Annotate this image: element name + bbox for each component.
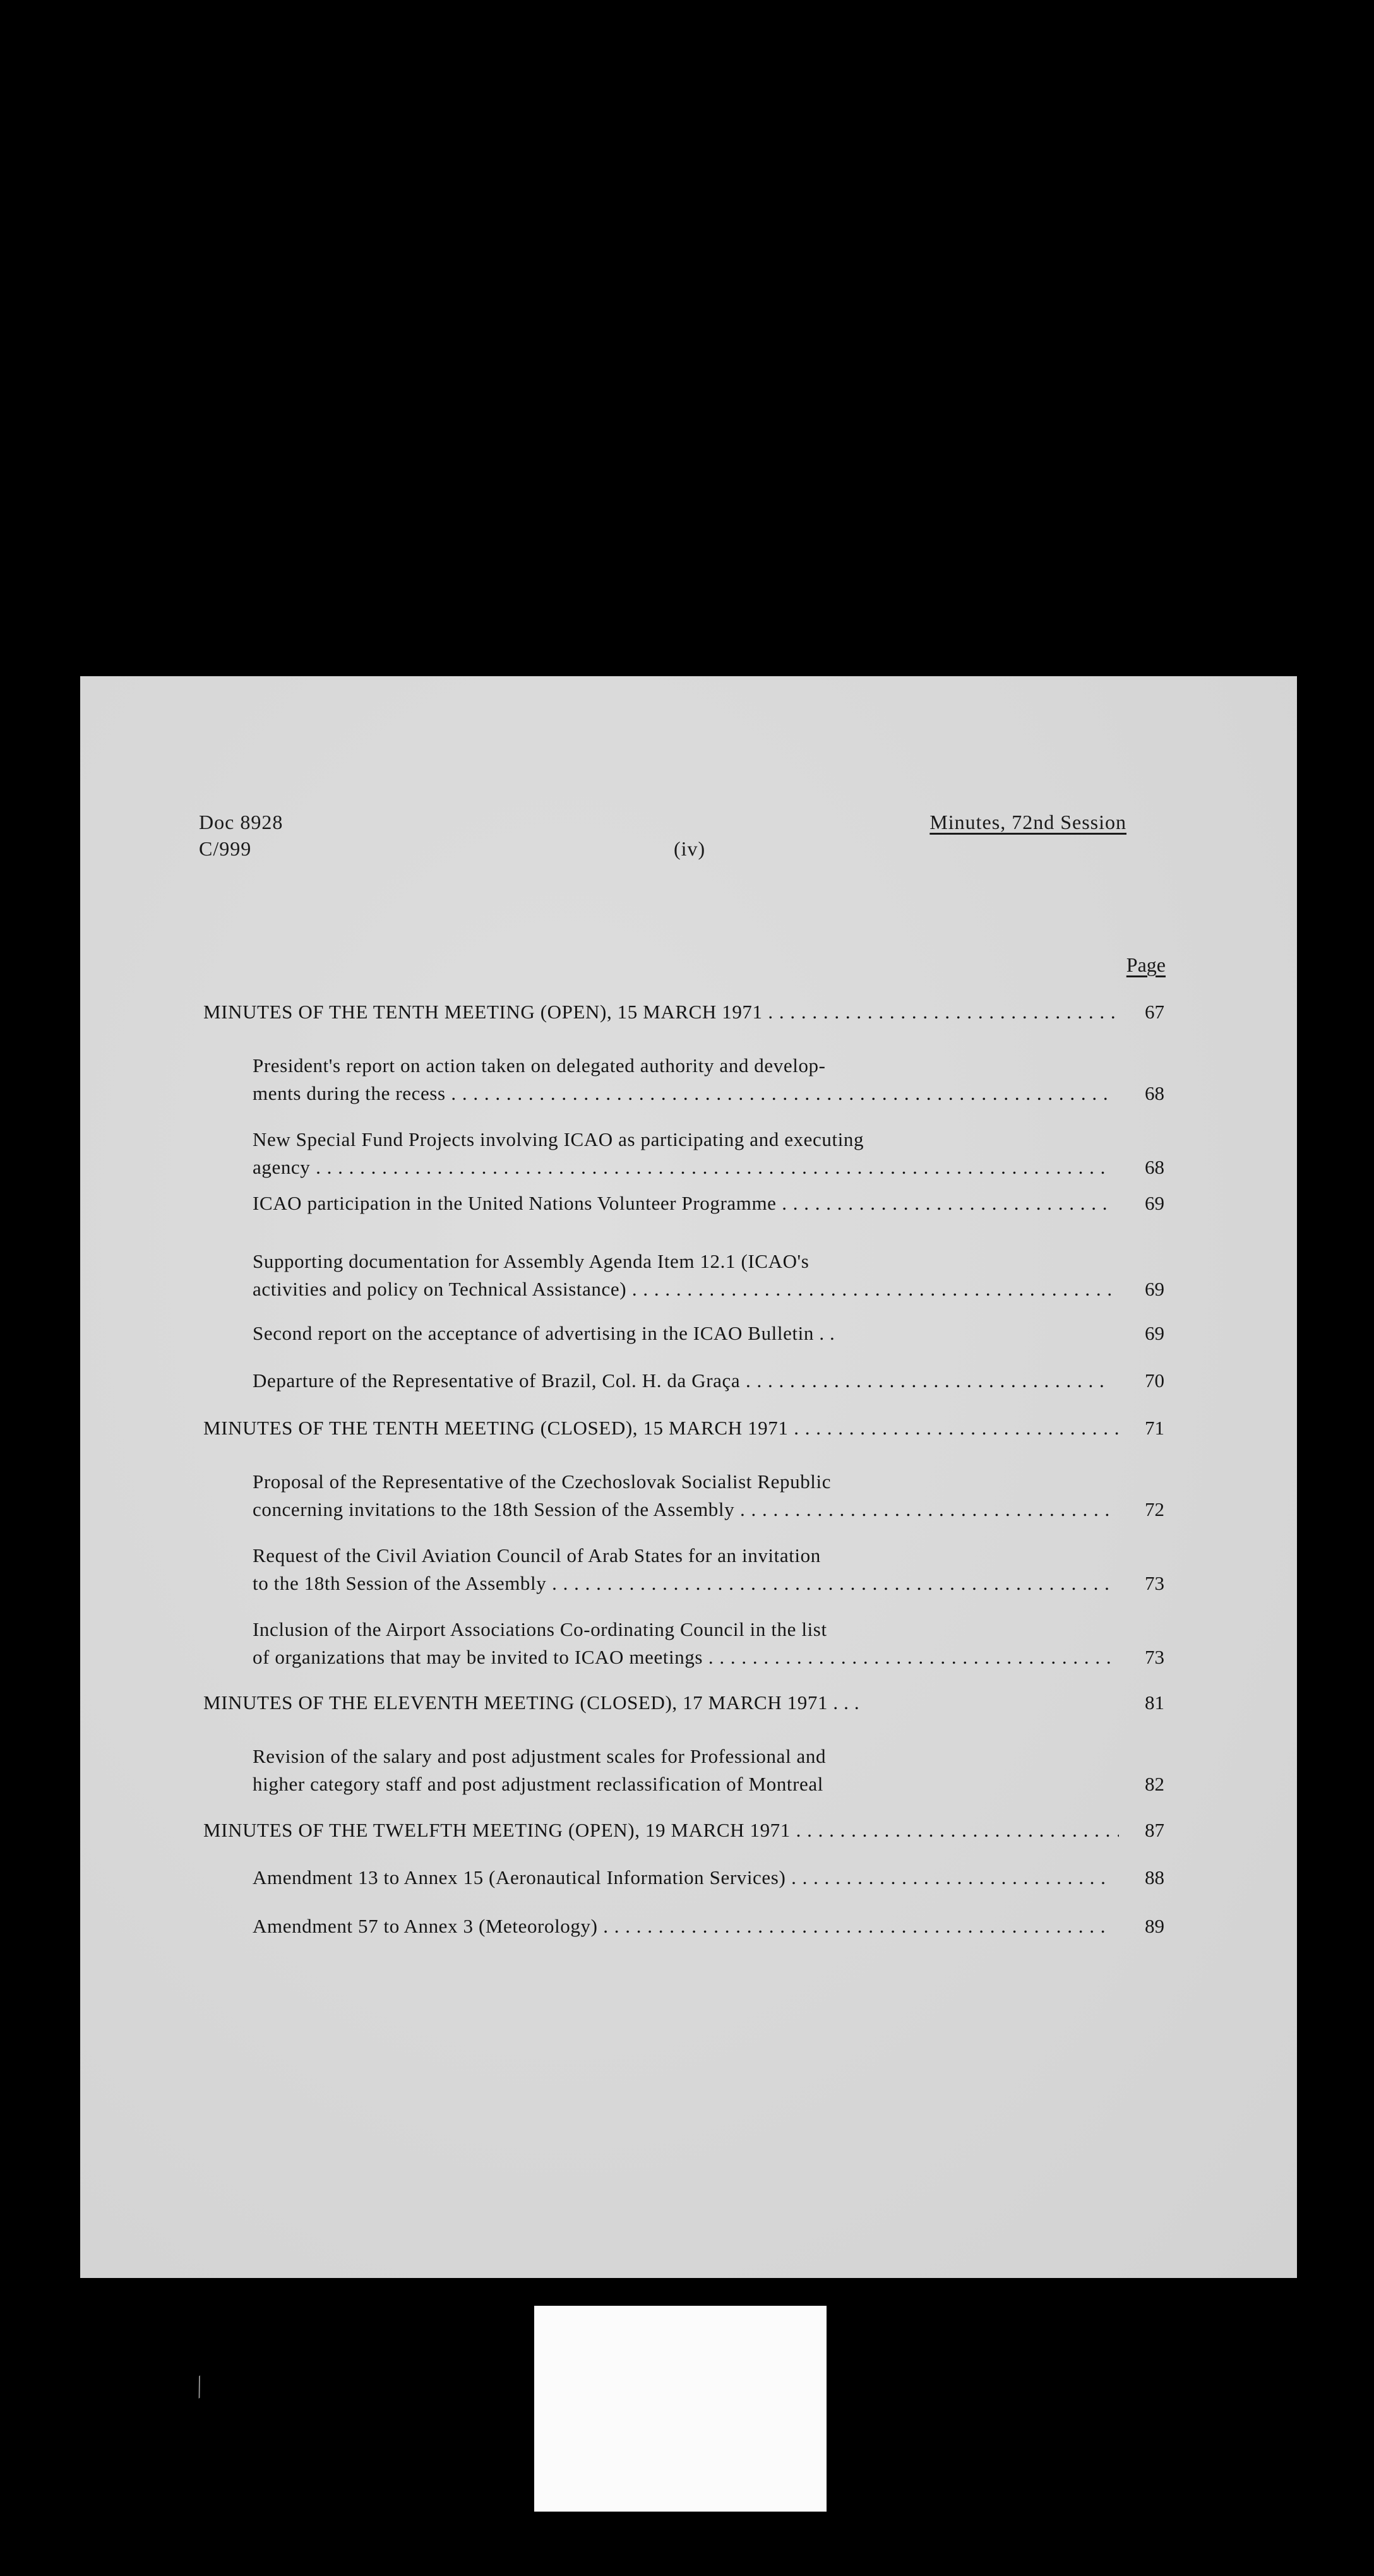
toc-item — [253, 1912, 1111, 1940]
toc-line: ICAO participation in the United Nations Volunteer Programme . . . — [253, 1190, 1111, 1217]
toc-page-number: 68 — [1145, 1082, 1164, 1104]
toc-line: President's report on action taken on delegated authority and develop- — [253, 1054, 826, 1076]
toc-item — [253, 1468, 1111, 1524]
toc-line: Amendment 13 to Annex 15 (Aeronautical Information Services) . . . — [253, 1864, 1111, 1892]
page-column-heading: Page — [1126, 953, 1166, 976]
toc-page-number: 88 — [1145, 1866, 1164, 1888]
toc-item — [253, 1126, 1111, 1181]
toc-item — [253, 1052, 1111, 1107]
toc-line: Second report on the acceptance of advertising in the ICAO Bulletin . . — [253, 1322, 835, 1344]
toc-line: MINUTES OF THE TENTH MEETING (OPEN), 15 MARCH 1971 . . . — [203, 998, 1119, 1026]
toc-page-number: 71 — [1145, 1417, 1164, 1439]
toc-line: Amendment 57 to Annex 3 (Meteorology) . . . — [253, 1912, 1111, 1940]
toc-line: activities and policy on Technical Assistance) . . . — [253, 1275, 1111, 1303]
toc-item — [253, 1248, 1111, 1303]
toc-line: Proposal of the Representative of the Czechoslovak Socialist Republic — [253, 1470, 832, 1493]
toc-page-number: 69 — [1145, 1192, 1164, 1214]
pen-mark-icon: ⁄ — [188, 2373, 210, 2401]
toc-line: Request of the Civil Aviation Council of Arab States for an invitation — [253, 1544, 821, 1566]
page-number: (iv) — [674, 837, 706, 860]
toc-item — [253, 1743, 1111, 1798]
toc-line: MINUTES OF THE ELEVENTH MEETING (CLOSED), 17 MARCH 1971 . . . — [203, 1691, 860, 1714]
toc-meeting-heading — [203, 1816, 1119, 1844]
toc-line: Revision of the salary and post adjustment scales for Professional and — [253, 1745, 827, 1767]
doc-number: Doc 8928 — [199, 811, 284, 833]
toc-page-number: 69 — [1145, 1278, 1164, 1300]
toc-item — [253, 1367, 1111, 1395]
toc-page-number: 73 — [1145, 1646, 1164, 1668]
toc-page-number: 72 — [1145, 1498, 1164, 1520]
toc-page-number: 70 — [1145, 1369, 1164, 1392]
toc-meeting-heading — [203, 1414, 1119, 1442]
toc-item — [253, 1542, 1111, 1597]
toc-line: of organizations that may be invited to ICAO meetings . . . — [253, 1643, 1111, 1671]
toc-line: Departure of the Representative of Brazil, Col. H. da Graça . . . — [253, 1367, 1111, 1395]
toc-page-number: 81 — [1145, 1691, 1164, 1714]
toc-page-number: 87 — [1145, 1819, 1164, 1841]
toc-line: Supporting documentation for Assembly Agenda Item 12.1 (ICAO's — [253, 1250, 809, 1272]
toc-page-number: 82 — [1145, 1773, 1164, 1795]
toc-meeting-heading — [203, 998, 1119, 1026]
toc-page-number: 68 — [1145, 1156, 1164, 1178]
toc-line: New Special Fund Projects involving ICAO as participating and executing — [253, 1128, 864, 1150]
toc-line: ments during the recess . . . — [253, 1080, 1111, 1107]
session-title: Minutes, 72nd Session — [929, 811, 1126, 833]
toc-meeting-heading — [203, 1689, 1119, 1717]
blank-card — [534, 2306, 827, 2512]
toc-page-number: 67 — [1145, 1001, 1164, 1023]
toc-line: concerning invitations to the 18th Session of the Assembly . . . — [253, 1496, 1111, 1524]
toc-line: to the 18th Session of the Assembly . . . — [253, 1570, 1111, 1597]
toc-item — [253, 1616, 1111, 1671]
toc-line: MINUTES OF THE TWELFTH MEETING (OPEN), 19 MARCH 1971 . . . — [203, 1816, 1119, 1844]
toc-page-number: 89 — [1145, 1915, 1164, 1937]
document-page — [80, 676, 1297, 2278]
toc-line: higher category staff and post adjustment reclassification of Montreal — [253, 1773, 823, 1795]
toc-item — [253, 1190, 1111, 1217]
toc-item — [253, 1864, 1111, 1892]
toc-line: Inclusion of the Airport Associations Co-ordinating Council in the list — [253, 1618, 827, 1640]
toc-item — [253, 1320, 1111, 1347]
toc-line: agency . . . — [253, 1154, 1111, 1181]
toc-page-number: 69 — [1145, 1322, 1164, 1344]
toc-page-number: 73 — [1145, 1572, 1164, 1594]
council-number: C/999 — [199, 837, 252, 860]
toc-line: MINUTES OF THE TENTH MEETING (CLOSED), 15 MARCH 1971 . . . — [203, 1414, 1119, 1442]
